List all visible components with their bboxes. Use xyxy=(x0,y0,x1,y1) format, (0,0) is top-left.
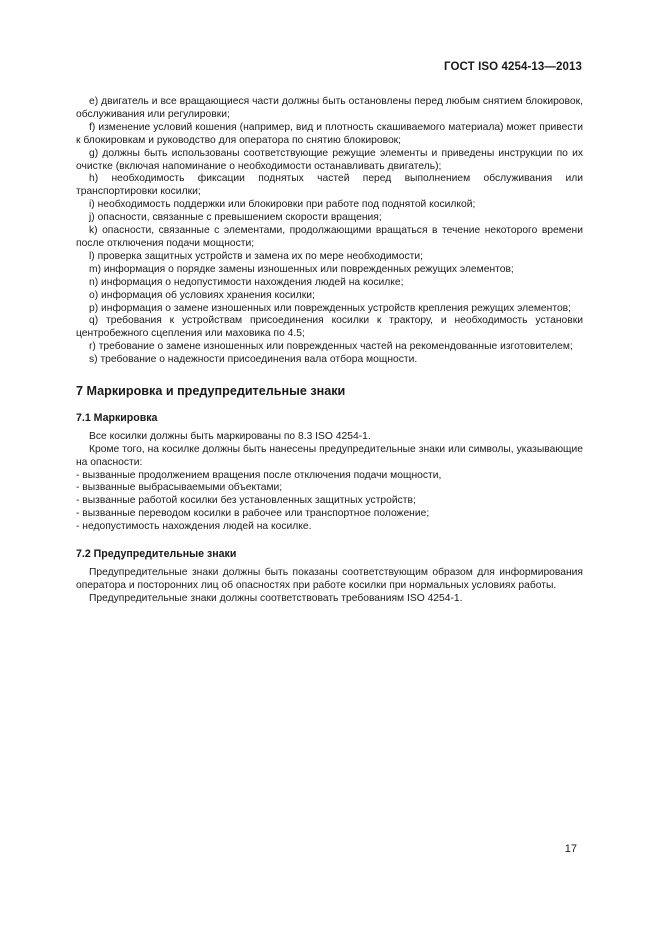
list-item-e: e) двигатель и все вращающиеся части должны быть остановлены перед любым снятием блокировок, обслуживания или регулировки; xyxy=(76,96,583,120)
subsection-7-2-paragraph-1: Предупредительные знаки должны быть показаны соответствующим образом для информирования оператора и посторонних лиц об опасностях при работе косилки при нормальных условиях работы. xyxy=(76,567,583,591)
list-item-r: r) требование о замене изношенных или поврежденных частей на рекомендованные изготовителем; xyxy=(89,341,573,353)
subsection-7-2-heading: 7.2 Предупредительные знаки xyxy=(76,548,237,561)
list-item-g: g) должны быть использованы соответствующие режущие элементы и приведены инструкции по их очистке (включая напоминание о необходимости останавливать двигатель); xyxy=(76,147,583,172)
list-item-o: o) информация об условиях хранения косилки; xyxy=(89,289,315,301)
list-item-l: l) проверка защитных устройств и замена их по мере необходимости; xyxy=(89,250,423,262)
list-item-m: m) информация о порядке замены изношенных или поврежденных режущих элементов; xyxy=(89,263,514,275)
list-item-p: p) информация о замене изношенных или поврежденных устройств крепления режущих элементов; xyxy=(89,302,572,314)
section-7-heading: 7 Маркировка и предупредительные знаки xyxy=(76,384,346,399)
subsection-7-2-paragraph-2: Предупредительные знаки должны соответствовать требованиям ISO 4254-1. xyxy=(89,592,463,604)
list-item-j: j) опасности, связанные с превышением скорости вращения; xyxy=(89,212,382,224)
list-item-i: i) необходимость поддержки или блокировки при работе под поднятой косилкой; xyxy=(89,199,476,211)
list-item-s: s) требование о надежности присоединения вала отбора мощности. xyxy=(89,354,418,366)
page-number: 17 xyxy=(564,843,577,855)
list-item-k: k) опасности, связанные с элементами, продолжающими вращаться в течение некоторого времени после отключения подачи мощности; xyxy=(76,225,583,249)
hazard-bullet: - вызванные выбрасываемыми объектами; xyxy=(76,482,283,494)
requirements-list xyxy=(76,96,583,367)
subsection-7-1-paragraph-1: Все косилки должны быть маркированы по 8.3 ISO 4254-1. xyxy=(89,430,371,442)
list-item-f: f) изменение условий кошения (например, вид и плотность скашиваемого материала) может привести к блокировкам и руководство для оператора по снятию блокировок; xyxy=(76,121,583,146)
subsection-7-1-heading: 7.1 Маркировка xyxy=(76,411,158,424)
document-header: ГОСТ ISO 4254-13—2013 xyxy=(444,61,582,73)
hazard-bullet: - вызванные переводом косилки в рабочее или транспортное положение; xyxy=(76,508,430,520)
list-item-n: n) информация о недопустимости нахождения людей на косилке; xyxy=(89,276,404,288)
hazard-bullet: - вызванные продолжением вращения после отключения подачи мощности, xyxy=(76,469,442,481)
list-item-h: h) необходимость фиксации поднятых частей перед выполнением обслуживания или транспортировки косилки; xyxy=(76,173,583,198)
hazard-bullet: - вызванные работой косилки без установленных защитных устройств; xyxy=(76,495,416,507)
subsection-7-1-paragraph-2: Кроме того, на косилке должны быть нанесены предупредительные знаки или символы, указывающие на опасности: xyxy=(76,443,583,468)
hazard-bullet: - недопустимость нахождения людей на косилке. xyxy=(76,521,312,533)
list-item-q: q) требования к устройствам присоединения косилки к трактору, и необходимость установки центробежного сцепления или маховика по 4.5; xyxy=(76,315,583,340)
page-content xyxy=(76,96,583,606)
